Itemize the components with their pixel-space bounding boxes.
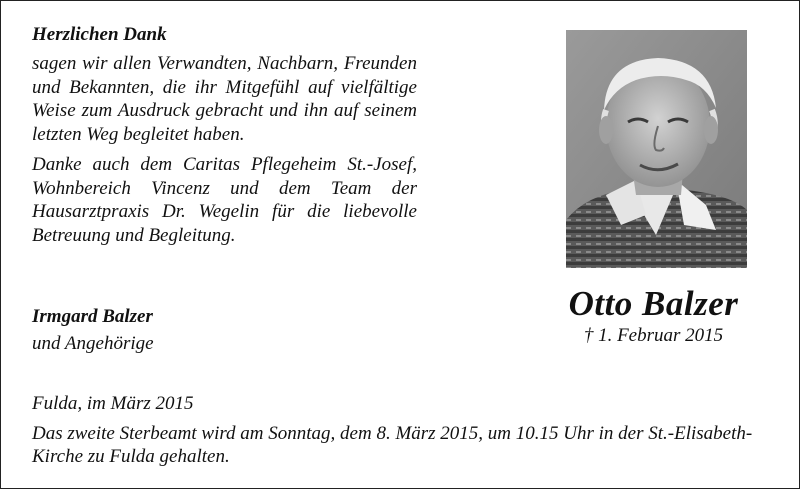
signer-name: Irmgard Balzer: [32, 306, 153, 327]
footer-section: [32, 392, 772, 469]
thanks-paragraph-2: Danke auch dem Caritas Pflegeheim St.-Josef, Wohnbereich Vincenz und dem Team der Hausarztpraxis Dr. Wegelin für die liebevolle Betreuung und Begleitung.: [32, 154, 417, 246]
deceased-photo: [566, 30, 747, 268]
signer-relation: und Angehörige: [32, 332, 154, 354]
signer-block: [32, 305, 332, 355]
thanks-heading: Herzlichen Dank: [32, 24, 167, 45]
thanks-section: [32, 23, 417, 254]
thanks-paragraph-1: sagen wir allen Verwandten, Nachbarn, Freunden und Bekannten, die ihr Mitgefühl auf vielfältige Weise zum Ausdruck gebracht und ihn auf seinem letzten Weg begleitet haben.: [32, 53, 417, 145]
death-date: † 1. Februar 2015: [583, 325, 724, 346]
service-announcement: Das zweite Sterbeamt wird am Sonntag, dem 8. März 2015, um 10.15 Uhr in der St.-Elisabeth-Kirche zu Fulda gehalten.: [32, 422, 753, 467]
deceased-name: Otto Balzer: [568, 284, 739, 323]
place-date: Fulda, im März 2015: [32, 393, 194, 414]
